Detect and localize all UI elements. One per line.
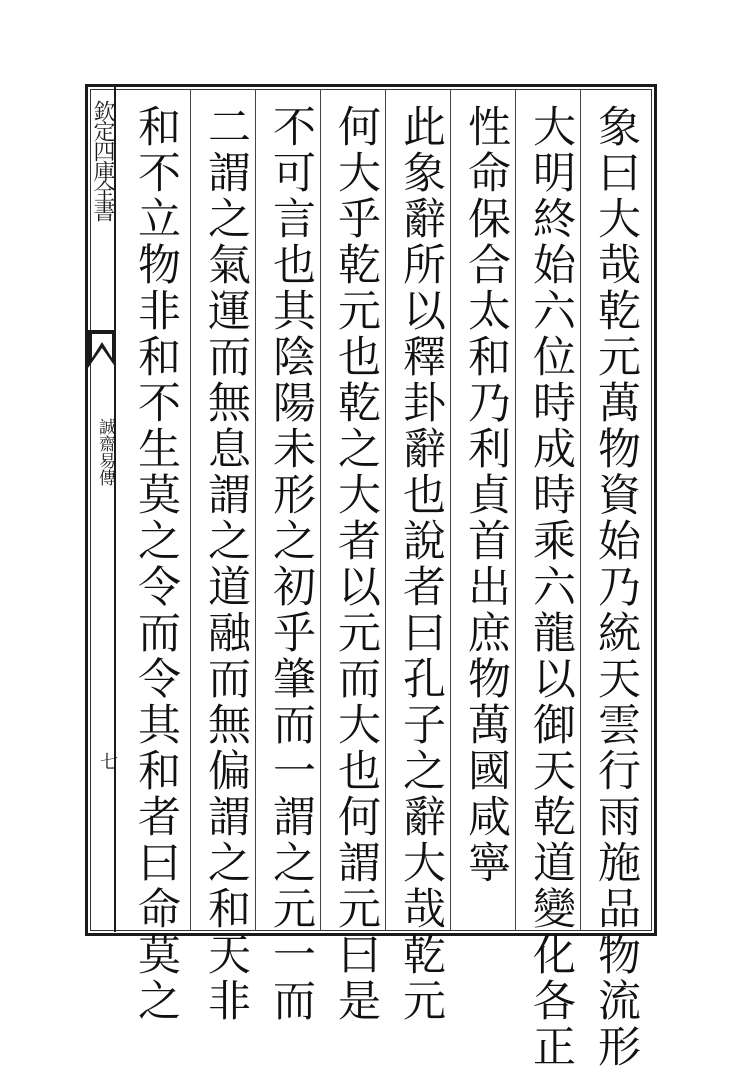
margin-book-title: 誠齋易傳	[95, 418, 115, 486]
column-rule	[450, 89, 451, 931]
column-rule	[580, 89, 581, 931]
column-rule	[385, 89, 386, 931]
text-column-3: 性命保合太和乃利貞首出庶物萬國咸寧	[461, 104, 511, 886]
margin-page-number: 七	[97, 752, 118, 768]
text-column-8: 和不立物非和不生莫之令而令其和者曰命莫之	[131, 104, 181, 1024]
text-column-1: 象曰大哉乾元萬物資始乃統天雲行雨施品物流形	[591, 104, 641, 1070]
text-column-6: 不可言也其陰陽未形之初乎肇而一謂之元一而	[266, 104, 316, 1024]
text-column-7: 二謂之氣運而無息謂之道融而無偏謂之和天非	[201, 104, 251, 1024]
column-rule	[255, 89, 256, 931]
text-column-4: 此象辭所以釋卦辭也說者曰孔子之辭大哉乾元	[396, 104, 446, 1024]
column-rule	[515, 89, 516, 931]
text-column-5: 何大乎乾元也乾之大者以元而大也何謂元曰是	[331, 104, 381, 1024]
margin-title: 欽定四庫全書	[90, 100, 115, 220]
column-rule	[320, 89, 321, 931]
column-rule	[190, 89, 191, 931]
fish-tail-mark-icon	[88, 330, 116, 370]
text-column-2: 大明終始六位時成時乘六龍以御天乾道變化各正	[526, 104, 576, 1070]
